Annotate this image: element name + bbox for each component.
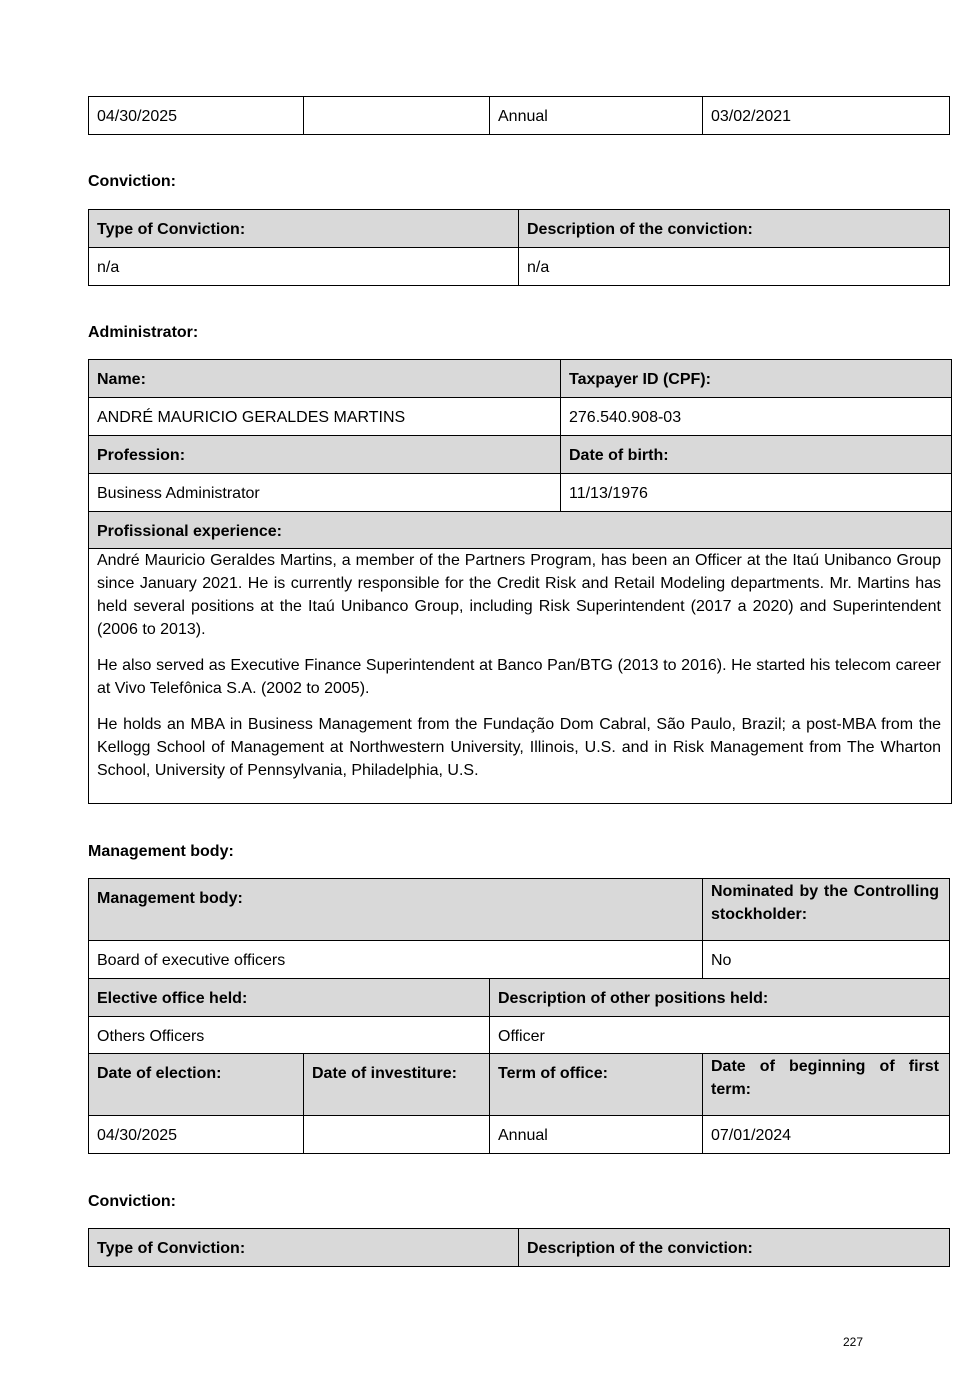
investiture-date-header: Date of investiture:: [304, 1054, 490, 1116]
conviction-title-2: Conviction:: [88, 1193, 176, 1210]
election-date-cell: 04/30/2025: [89, 97, 304, 135]
conviction-description-header-2: Description of the conviction:: [519, 1229, 950, 1267]
top-continuation-table: [88, 96, 950, 135]
conviction-table-2: [88, 1228, 950, 1267]
administrator-title: Administrator:: [88, 324, 199, 341]
elective-office-value: Others Officers: [89, 1017, 490, 1054]
nominated-value: No: [703, 941, 950, 979]
investiture-date-value: [304, 1116, 490, 1154]
dob-value: 11/13/1976: [561, 474, 952, 512]
profession-value: Business Administrator: [89, 474, 561, 512]
experience-paragraph: André Mauricio Geraldes Martins, a member of the Partners Program, has been an Officer at the Itaú Unibanco Group since January 2021. He is currently responsible for the Credit Risk and Retail Modeling departments. Mr. Martins has held several positions at the Itaú Unibanco Group, including Risk Superintendent (2017 a 2020) and Superintendent (2006 to 2013).: [97, 552, 941, 638]
experience-paragraph: He also served as Executive Finance Superintendent at Banco Pan/BTG (2013 to 2016). He started his telecom career at Vivo Telefônica S.A. (2002 to 2005).: [97, 657, 941, 697]
page-number: 227: [843, 1335, 864, 1349]
dob-header: Date of birth:: [561, 436, 952, 474]
conviction-description-header: Description of the conviction:: [519, 210, 950, 248]
other-positions-header: Description of other positions held:: [490, 979, 950, 1017]
election-date-header: Date of election:: [89, 1054, 304, 1116]
name-value: ANDRÉ MAURICIO GERALDES MARTINS: [89, 398, 561, 436]
profession-header: Profession:: [89, 436, 561, 474]
election-date-value: 04/30/2025: [89, 1116, 304, 1154]
term-value: Annual: [490, 1116, 703, 1154]
name-header: Name:: [89, 360, 561, 398]
first-term-header: Date of beginning of first term:: [703, 1054, 950, 1116]
administrator-table: [88, 359, 952, 804]
conviction-type-header-2: Type of Conviction:: [89, 1229, 519, 1267]
cpf-header: Taxpayer ID (CPF):: [561, 360, 952, 398]
conviction-title: Conviction:: [88, 173, 176, 190]
term-header: Term of office:: [490, 1054, 703, 1116]
other-positions-value: Officer: [490, 1017, 950, 1054]
cpf-value: 276.540.908-03: [561, 398, 952, 436]
management-body-value: Board of executive officers: [89, 941, 703, 979]
conviction-description-value: n/a: [519, 248, 950, 286]
experience-body: [89, 549, 952, 804]
nominated-header: Nominated by the Controlling stockholder:: [703, 879, 950, 941]
experience-paragraph: He holds an MBA in Business Management from the Fundação Dom Cabral, São Paulo, Brazil; a post-MBA from the Kellogg School of Management at Northwestern University, Illinois, U.S. and in Risk Management from The Wharton School, University of Pennsylvania, Philadelphia, U.S.: [97, 716, 941, 779]
management-title: Management body:: [88, 843, 234, 860]
conviction-type-value: n/a: [89, 248, 519, 286]
first-term-date-value: 07/01/2024: [703, 1116, 950, 1154]
experience-header: Profissional experience:: [89, 512, 952, 549]
term-cell: Annual: [490, 97, 703, 135]
elective-office-header: Elective office held:: [89, 979, 490, 1017]
first-term-date-cell: 03/02/2021: [703, 97, 950, 135]
investiture-date-cell: [304, 97, 490, 135]
conviction-type-header: Type of Conviction:: [89, 210, 519, 248]
conviction-table: [88, 209, 950, 286]
management-table: [88, 878, 950, 1154]
management-body-header: Management body:: [89, 879, 703, 941]
